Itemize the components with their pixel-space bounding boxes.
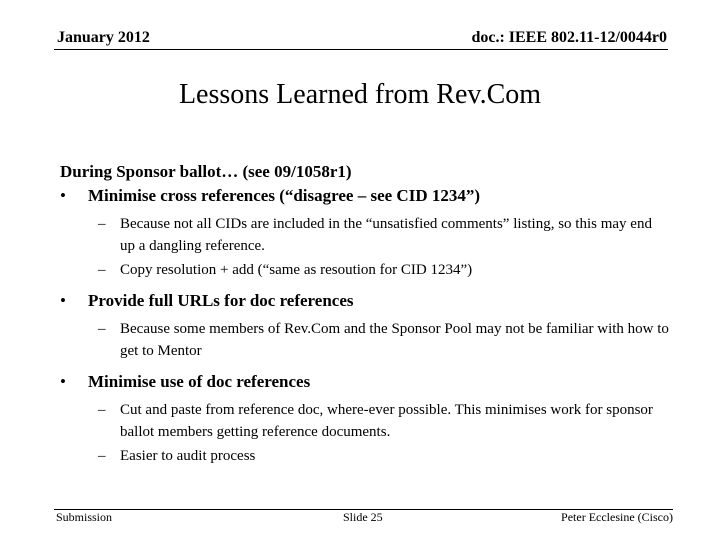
dash-marker: – <box>98 216 106 232</box>
sub-item <box>98 399 670 443</box>
sub-item <box>98 259 670 281</box>
sub-item-text: Because not all CIDs are included in the “unsatisfied comments” listing, so this may end up a dangling reference. <box>120 216 652 254</box>
footer-slide-number: Slide 25 <box>343 510 383 524</box>
bullet-item <box>60 184 670 281</box>
sub-item-text: Easier to audit process <box>120 448 256 464</box>
sub-item-text: Copy resolution + add (“same as resoution for CID 1234”) <box>120 262 473 278</box>
sub-list <box>98 213 670 281</box>
slide-title: Lessons Learned from Rev.Com <box>178 79 542 110</box>
bullet-text: Minimise use of doc references <box>88 372 311 391</box>
bullet-item <box>60 289 670 362</box>
header-divider <box>54 49 668 50</box>
sub-item <box>98 213 670 257</box>
dash-marker: – <box>98 448 106 464</box>
bullet-marker: • <box>60 372 66 391</box>
dash-marker: – <box>98 402 106 418</box>
bullet-text: Provide full URLs for doc references <box>88 291 354 310</box>
sub-item-text: Cut and paste from reference doc, where-ever possible. This minimises work for sponsor ballot members getting reference documents. <box>120 402 653 440</box>
bullet-marker: • <box>60 291 66 310</box>
sub-list <box>98 318 670 362</box>
sub-item <box>98 318 670 362</box>
sub-item <box>98 445 670 467</box>
dash-marker: – <box>98 321 106 337</box>
footer-author: Peter Ecclesine (Cisco) <box>561 510 673 524</box>
sub-item-text: Because some members of Rev.Com and the Sponsor Pool may not be familiar with how to get to Mentor <box>120 321 669 359</box>
bullet-text: Minimise cross references (“disagree – see CID 1234”) <box>88 186 481 205</box>
footer-submission: Submission <box>56 510 113 524</box>
intro-line: During Sponsor ballot… (see 09/1058r1) <box>60 162 352 181</box>
header-date: January 2012 <box>57 29 150 46</box>
slide-body <box>60 160 670 467</box>
sub-list <box>98 399 670 467</box>
dash-marker: – <box>98 262 106 278</box>
bullet-marker: • <box>60 186 66 205</box>
header-doc-id: doc.: IEEE 802.11-12/0044r0 <box>471 29 667 46</box>
bullet-item <box>60 370 670 467</box>
